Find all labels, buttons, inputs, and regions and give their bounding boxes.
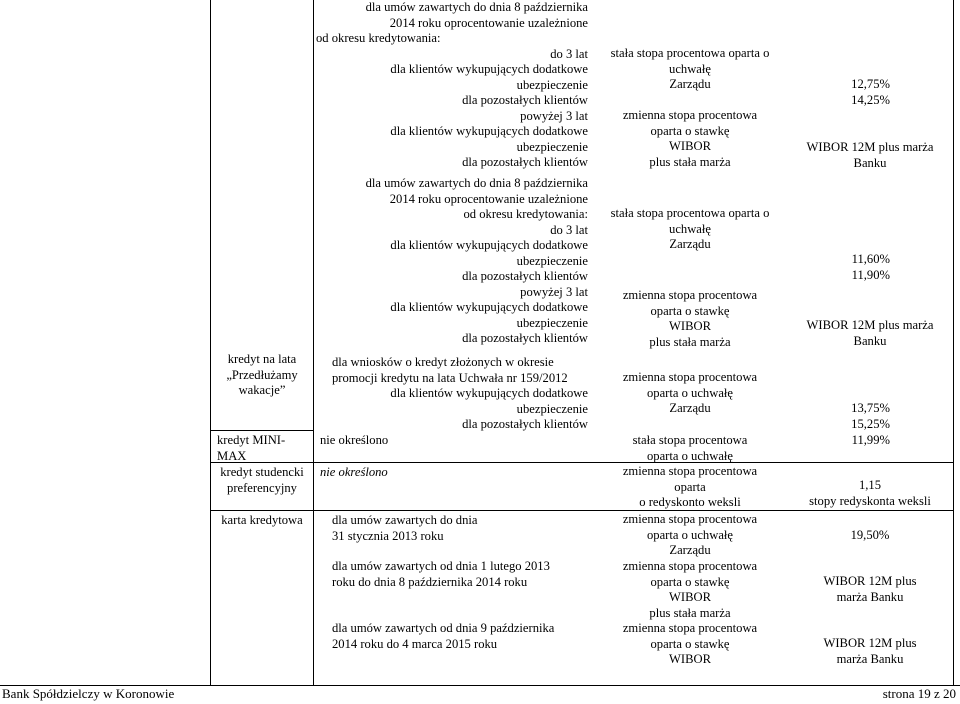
cond-line: 2014 roku do 4 marca 2015 roku: [332, 636, 498, 651]
mini-max-rate: 11,99%: [851, 433, 890, 447]
cond-line: roku do dnia 8 października 2014 roku: [332, 574, 528, 589]
type-line: oparta o uchwałę: [646, 448, 734, 463]
cond-line: 2014 roku oprocentowanie uzależnione: [389, 191, 588, 206]
cond-line: 2014 roku oprocentowanie uzależnione: [389, 15, 588, 30]
block1-rate-a: 12,75%: [851, 77, 890, 91]
block1-conditions: [316, 0, 588, 171]
cond-line: dla pozostałych klientów: [462, 269, 588, 283]
product-line: MAX: [217, 448, 247, 463]
type-line: zmienna stopa procentowa: [622, 621, 758, 635]
type-line: uchwałę: [669, 61, 711, 76]
table-left-border: [210, 0, 211, 686]
rate-line: marża Banku: [836, 651, 904, 666]
studencki-rate: [785, 478, 955, 509]
type-line: WIBOR: [669, 590, 711, 604]
cond-line: dla klientów wykupujących dodatkowe: [390, 300, 588, 314]
cond-line: od okresu kredytowania:: [316, 31, 441, 45]
cond-line: ubezpieczenie: [516, 253, 588, 268]
rate-line: WIBOR 12M plus marża: [806, 140, 934, 154]
cond-line: dla klientów wykupujących dodatkowe: [390, 62, 588, 76]
karta-rate-1: 19,50%: [850, 528, 890, 542]
product-karta: karta kredytowa: [221, 513, 303, 527]
karta-cond-1: [332, 513, 592, 544]
cond-line: dla pozostałych klientów: [462, 331, 588, 345]
rate-line: marża Banku: [836, 589, 904, 604]
cond-line: ubezpieczenie: [516, 139, 588, 154]
block2-type-fixed: [600, 206, 780, 253]
cond-line: dla umów zawartych od dnia 9 października: [332, 621, 555, 635]
karta-rate-2: [790, 574, 950, 605]
type-line: zmienna stopa procentowa: [622, 512, 758, 526]
type-line: zmienna stopa procentowa: [622, 288, 758, 302]
cond-line: dla umów zawartych do dnia 8 października: [365, 176, 588, 190]
cond-line: dla umów zawartych od dnia 1 lutego 2013: [332, 559, 550, 573]
product-przedluzamy: [212, 352, 312, 399]
product-line: kredyt MINI-: [217, 433, 286, 447]
block1-rate-var: [790, 140, 950, 171]
footer-page-number: strona 19 z 20: [882, 686, 956, 701]
product-studencki: [212, 465, 312, 496]
mini-max-type: [600, 433, 780, 464]
rate-line: WIBOR 12M plus: [823, 636, 917, 650]
row-divider-karta: [210, 510, 954, 511]
cond-line: dla klientów wykupujących dodatkowe: [390, 124, 588, 138]
type-line: oparta o stawkę: [650, 303, 730, 318]
type-line: plus stała marża: [649, 154, 731, 169]
mini-max-condition: nie określono: [320, 433, 389, 447]
type-line: zmienna stopa procentowa: [622, 559, 758, 573]
cond-line: do 3 lat: [550, 222, 588, 237]
cond-line: dla umów zawartych do dnia 8 października: [365, 0, 588, 14]
cond-line: dla pozostałych klientów: [462, 155, 588, 169]
type-line: Zarządu: [669, 77, 711, 91]
type-line: zmienna stopa procentowa: [622, 464, 758, 478]
type-line: stała stopa procentowa: [632, 433, 748, 447]
cond-line: promocji kredytu na lata Uchwała nr 159/2012: [332, 370, 568, 385]
type-line: uchwałę: [669, 221, 711, 236]
product-line: wakacje”: [238, 383, 286, 397]
type-line: oparta o uchwałę: [646, 527, 734, 542]
rate-line: WIBOR 12M plus marża: [806, 318, 934, 332]
type-line: zmienna stopa procentowa: [622, 108, 758, 122]
block3-header: [332, 355, 592, 386]
cond-line: ubezpieczenie: [516, 401, 588, 416]
block2-conditions: [316, 176, 588, 347]
karta-rate-3: [790, 636, 950, 667]
cond-line: do 3 lat: [550, 46, 588, 61]
type-line: Zarządu: [669, 543, 711, 557]
type-line: o redyskonto weksli: [639, 495, 741, 509]
row-divider-mini-max: [210, 430, 314, 431]
type-line: oparta o uchwałę: [646, 385, 734, 400]
cond-line: dla pozostałych klientów: [462, 93, 588, 107]
type-line: zmienna stopa procentowa: [622, 370, 758, 384]
cond-line: 31 stycznia 2013 roku: [332, 528, 444, 543]
block3-rate-b: 15,25%: [851, 417, 890, 431]
studencki-condition: nie określono: [320, 465, 388, 479]
product-line: kredyt na lata: [227, 352, 297, 366]
cond-line: ubezpieczenie: [516, 315, 588, 330]
footer-bank-name: Bank Spółdzielczy w Koronowie: [2, 686, 175, 701]
rate-line: Banku: [853, 155, 887, 170]
type-line: stała stopa procentowa oparta o: [610, 46, 770, 60]
karta-cond-3: [332, 621, 602, 652]
block3-lines: [316, 386, 588, 433]
cond-line: ubezpieczenie: [516, 77, 588, 92]
block1-type-var: [600, 108, 780, 170]
cond-line: powyżej 3 lat: [520, 284, 588, 299]
cond-line: dla pozostałych klientów: [462, 417, 588, 431]
cond-line: powyżej 3 lat: [520, 108, 588, 123]
table-right-border: [953, 0, 954, 686]
product-mini-max: [217, 433, 312, 464]
product-line: „Przedłużamy: [226, 367, 298, 382]
block2-rate-var: [790, 318, 950, 349]
type-line: stała stopa procentowa oparta o: [610, 206, 770, 220]
karta-type-2: [600, 559, 780, 621]
block1-type-fixed: [600, 46, 780, 93]
product-line: kredyt studencki: [220, 465, 304, 479]
block1-rate-b: 14,25%: [851, 93, 890, 107]
cond-line: dla klientów wykupujących dodatkowe: [390, 238, 588, 252]
product-line: preferencyjny: [227, 480, 297, 495]
type-line: WIBOR: [669, 139, 711, 153]
block3-type: [600, 370, 780, 417]
cond-line: dla klientów wykupujących dodatkowe: [390, 386, 588, 400]
type-line: Zarządu: [669, 401, 711, 415]
type-line: plus stała marża: [649, 334, 731, 349]
rate-line: 1,15: [858, 478, 882, 492]
type-line: plus stała marża: [649, 605, 731, 620]
rate-line: stopy redyskonta weksli: [809, 493, 931, 508]
type-line: oparta: [674, 479, 706, 494]
karta-type-3: [600, 621, 780, 668]
type-line: WIBOR: [669, 319, 711, 333]
type-line: WIBOR: [669, 652, 711, 666]
type-line: oparta o stawkę: [650, 574, 730, 589]
block2-type-var: [600, 288, 780, 350]
cond-line: dla wniosków o kredyt złożonych w okresie: [332, 355, 554, 369]
karta-type-1: [600, 512, 780, 559]
type-line: oparta o stawkę: [650, 123, 730, 138]
cond-line: dla umów zawartych do dnia: [332, 513, 478, 527]
rate-line: WIBOR 12M plus: [823, 574, 917, 588]
karta-cond-2: [332, 559, 602, 590]
row-divider-studencki: [210, 462, 954, 463]
col-divider-1: [313, 0, 314, 686]
rate-line: Banku: [853, 333, 887, 348]
cond-line: od okresu kredytowania:: [463, 207, 588, 221]
type-line: oparta o stawkę: [650, 636, 730, 651]
block2-rate-b: 11,90%: [851, 268, 890, 282]
block3-rate-a: 13,75%: [851, 401, 890, 415]
type-line: Zarządu: [669, 237, 711, 251]
studencki-type: [600, 464, 780, 511]
block2-rate-a: 11,60%: [851, 252, 890, 266]
